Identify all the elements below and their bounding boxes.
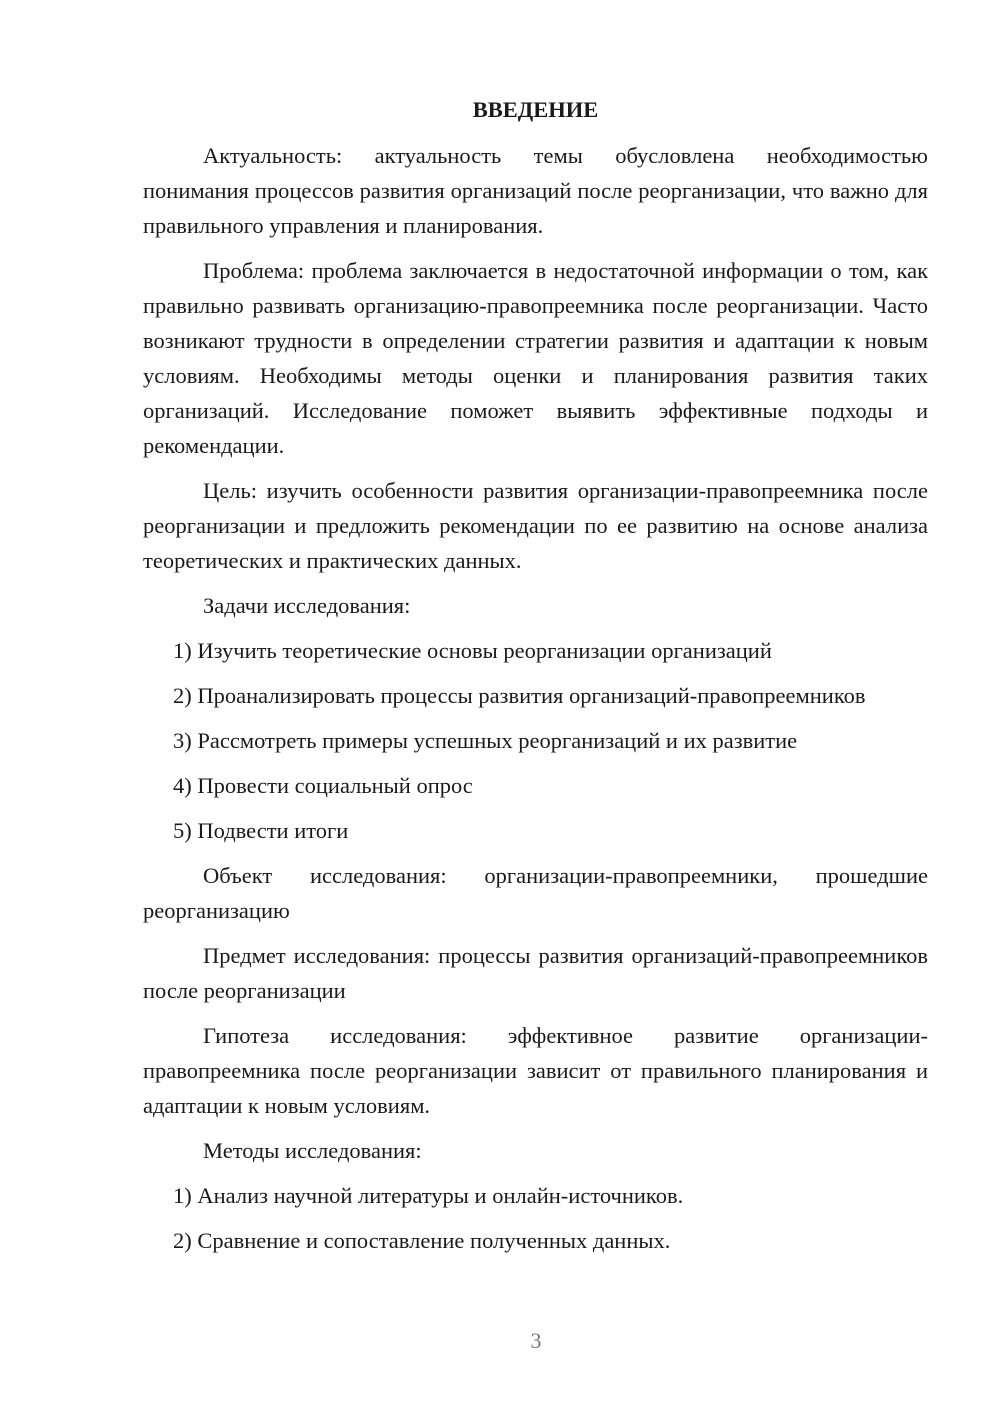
subject-paragraph: Предмет исследования: процессы развития организаций-правопреемников после реорганизации [143, 943, 928, 1003]
methods-heading: Методы исследования: [203, 1138, 422, 1163]
relevance-paragraph: Актуальность: актуальность темы обусловлена необходимостью понимания процессов развития организаций после реорганизации, что важно для правильного управления и планирования. [143, 143, 928, 238]
page-content [143, 92, 928, 1268]
page-title: ВВЕДЕНИЕ [472, 97, 599, 122]
task-item: 4) Провести социальный опрос [173, 773, 473, 798]
goal-paragraph: Цель: изучить особенности развития организации-правопреемника после реорганизации и предложить рекомендации по ее развитию на основе анализа теоретических и практических данных. [143, 478, 928, 573]
method-item: 1) Анализ научной литературы и онлайн-источников. [173, 1183, 684, 1208]
task-item: 1) Изучить теоретические основы реорганизации организаций [173, 638, 772, 663]
page-number: 3 [530, 1328, 542, 1353]
object-paragraph: Объект исследования: организации-правопреемники, прошедшие реорганизацию [143, 863, 928, 923]
method-item: 2) Сравнение и сопоставление полученных данных. [173, 1228, 671, 1253]
task-item: 3) Рассмотреть примеры успешных реорганизаций и их развитие [173, 728, 798, 753]
task-item: 5) Подвести итоги [173, 818, 349, 843]
problem-paragraph: Проблема: проблема заключается в недостаточной информации о том, как правильно развивать организацию-правопреемника после реорганизации. Часто возникают трудности в определении стратегии развития и адаптации к новым условиям. Необходимы методы оценки и планирования развития таких организаций. Исследование поможет выявить эффективные подходы и рекомендации. [143, 258, 928, 458]
task-item: 2) Проанализировать процессы развития организаций-правопреемников [173, 683, 866, 708]
hypothesis-paragraph: Гипотеза исследования: эффективное развитие организации-правопреемника после реорганизации зависит от правильного планирования и адаптации к новым условиям. [143, 1023, 928, 1118]
tasks-heading: Задачи исследования: [203, 593, 411, 618]
